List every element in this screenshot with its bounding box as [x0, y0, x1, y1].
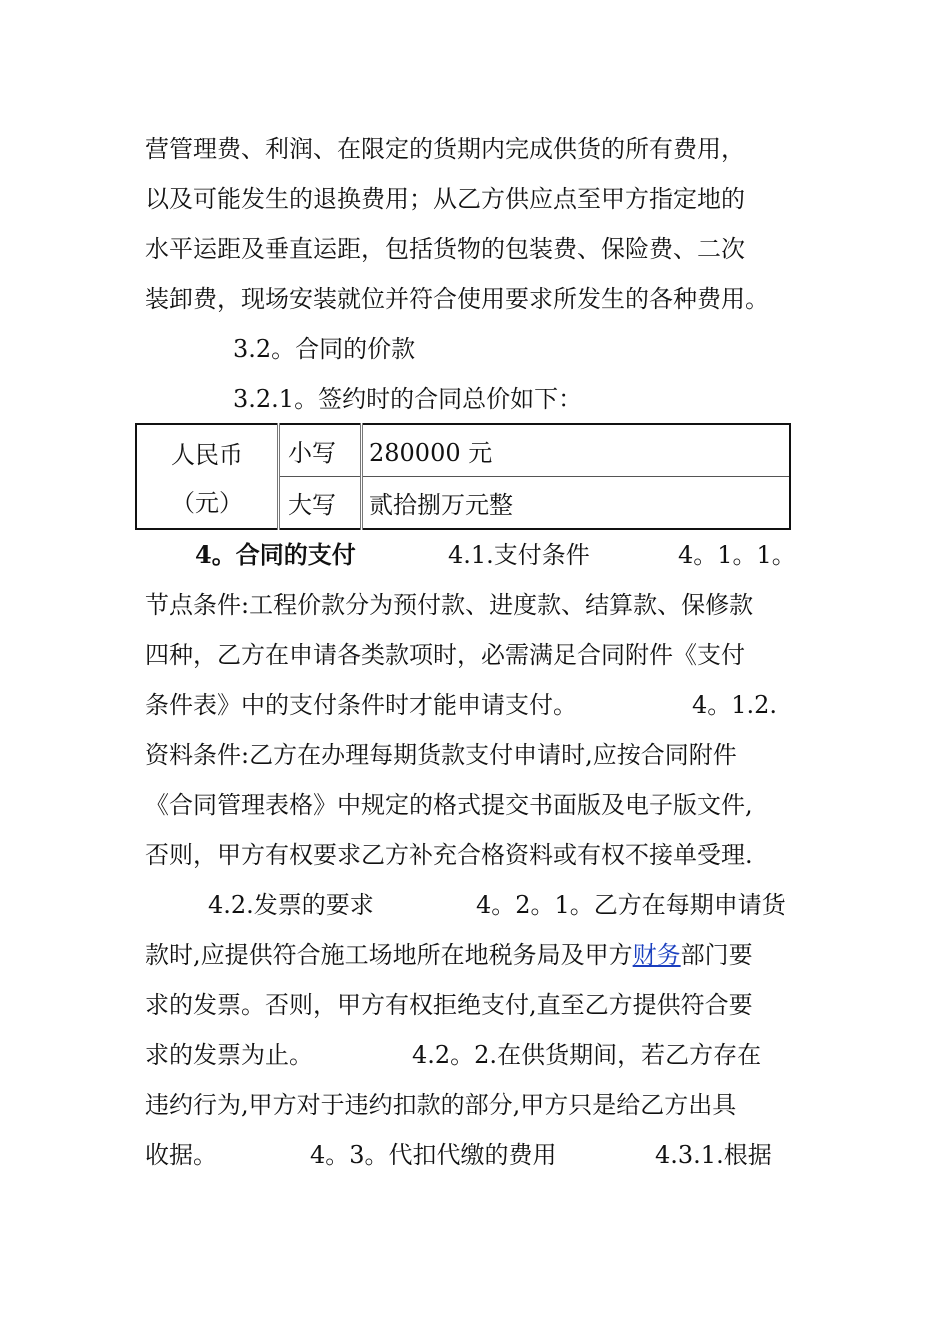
text-line: 求的发票为止。 — [145, 1041, 313, 1069]
currency-unit: （元） — [171, 489, 243, 517]
text-line: 求的发票。否则，甲方有权拒绝支付,直至乙方提供符合要 — [145, 991, 753, 1019]
text-line: 营管理费、利润、在限定的货期内完成供货的所有费用， — [145, 135, 745, 163]
section-4-2-2-start: 4.2。2.在供货期间，若乙方存在 — [412, 1041, 762, 1069]
section-number-4-1-1: 4。1。1。 — [678, 541, 796, 569]
section-heading-4-1: 4.1.支付条件 — [448, 541, 590, 569]
text-line: 装卸费，现场安装就位并符合使用要求所发生的各种费用。 — [145, 285, 769, 313]
section-heading-4-2: 4.2.发票的要求 — [208, 891, 374, 919]
text-line: 水平运距及垂直运距，包括货物的包装费、保险费、二次 — [145, 235, 745, 263]
text-line: 收据。 — [145, 1141, 217, 1169]
section-heading-3-2: 3.2。合同的价款 — [233, 335, 416, 363]
finance-link[interactable]: 财务 — [632, 941, 681, 969]
currency-cell — [136, 424, 279, 529]
section-heading-3-2-1: 3.2.1。签约时的合同总价如下： — [233, 385, 583, 413]
big-amount-value: 贰拾捌万元整 — [362, 477, 791, 530]
section-number-4-1-2: 4。1.2. — [692, 691, 778, 719]
section-4-2-1-start: 4。2。1。乙方在每期申请货 — [476, 891, 786, 919]
text-segment: 部门要 — [680, 941, 753, 969]
text-segment: 款时,应提供符合施工场地所在地税务局及甲方 — [145, 941, 633, 969]
text-line: 否则，甲方有权要求乙方补充合格资料或有权不接单受理. — [145, 841, 753, 869]
small-amount-value: 280000 元 — [362, 424, 791, 477]
text-line: 四种，乙方在申请各类款项时，必需满足合同附件《支付 — [145, 641, 745, 669]
contract-price-table — [135, 423, 791, 530]
text-line: 违约行为,甲方对于违约扣款的部分,甲方只是给乙方出具 — [145, 1091, 737, 1119]
big-amount-label: 大写 — [279, 477, 362, 530]
section-heading-4-3: 4。3。代扣代缴的费用 — [310, 1141, 557, 1169]
section-4-3-1-start: 4.3.1.根据 — [655, 1141, 772, 1169]
small-amount-label: 小写 — [279, 424, 362, 477]
text-line: 《合同管理表格》中规定的格式提交书面版及电子版文件, — [145, 791, 753, 819]
text-line-with-link — [145, 940, 753, 970]
text-line: 节点条件:工程价款分为预付款、进度款、结算款、保修款 — [145, 591, 754, 619]
text-line: 条件表》中的支付条件时才能申请支付。 — [145, 691, 577, 719]
text-line: 以及可能发生的退换费用；从乙方供应点至甲方指定地的 — [145, 185, 745, 213]
text-line: 资料条件:乙方在办理每期货款支付申请时,应按合同附件 — [145, 741, 737, 769]
currency-label: 人民币 — [171, 441, 243, 469]
section-title-4: 4。合同的支付 — [195, 540, 356, 569]
